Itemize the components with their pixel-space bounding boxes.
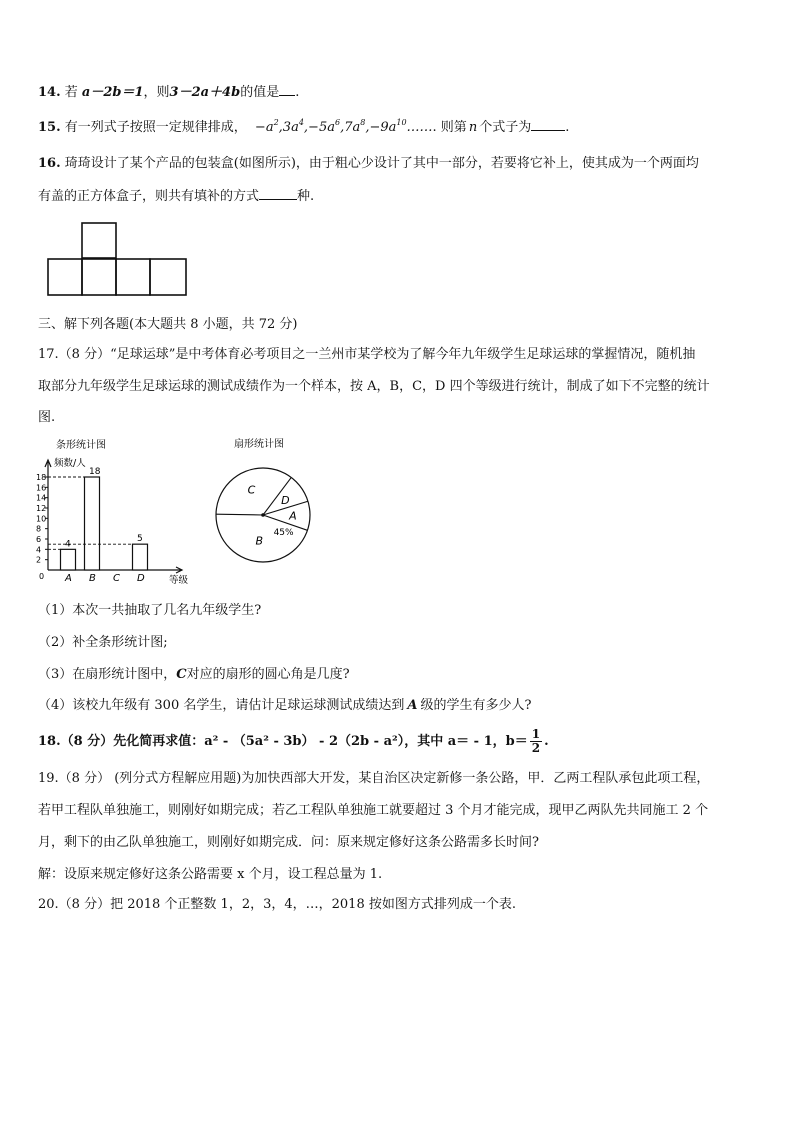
bar-chart [30, 436, 200, 588]
y-tick-label: 0 [39, 572, 45, 581]
y-tick-label: 2 [36, 555, 42, 565]
net-square [116, 259, 150, 295]
pie-center [261, 513, 265, 517]
question-19-line3: 月，剩下的由乙队单独施工，则刚好如期完成．问：原来规定修好这条公路需多长时间? [38, 835, 539, 850]
y-tick-label: 18 [36, 473, 47, 482]
sequence-expression: $-a^2,3a^4,-5a^6,7a^8,-9a^{10}\dots\dots$ [254, 118, 433, 135]
answer-blank [531, 118, 565, 131]
pie-slice-label: D [281, 494, 290, 508]
question-17-sub3: （3）在扇形统计图中，C对应的扇形的圆心角是几度? [38, 667, 350, 682]
section-heading: 三、解下列各题(本大题共 8 小题，共 72 分) [38, 317, 298, 332]
y-tick-label: 4 [36, 545, 42, 555]
answer-blank [279, 83, 295, 96]
question-19-line1: 19.（8 分） (列分式方程解应用题)为加快西部大开发，某自治区决定新修一条公路，甲．乙两工程队承包此项工程， [38, 771, 710, 786]
x-tick-label: C [113, 573, 120, 584]
pie-slice-label: C [247, 483, 256, 497]
y-tick-label: 16 [36, 483, 47, 493]
x-tick-label: D [137, 573, 145, 584]
question-16-line2: 有盖的正方体盒子，则共有填补的方式 种. [38, 189, 315, 204]
bar-value-label: 4 [65, 539, 71, 550]
bar-value-label: 18 [89, 467, 101, 477]
y-axis-label: 频数/人 [54, 458, 86, 469]
question-number: 14. [38, 85, 61, 100]
question-14: 14. 若 a－2b＝1，则3－2a＋4b的值是 . [38, 85, 300, 100]
net-square [48, 259, 82, 295]
y-tick-label: 14 [36, 493, 47, 503]
x-axis-label: 等级 [169, 575, 189, 586]
net-square [82, 223, 116, 258]
question-18: 18.（8 分）先化简再求值：a² - （5a² - 3b） - 2（2b - a²），其中 a＝ - 1，b＝ $\frac{1}{2}$ . [38, 727, 549, 755]
question-17-sub2: （2）补全条形统计图; [38, 635, 168, 650]
bar-value-label: 5 [137, 534, 143, 545]
question-20: 20.（8 分）把 2018 个正整数 1，2，3，4，…，2018 按如图方式排列成一个表. [38, 897, 516, 912]
y-tick-label: 8 [36, 524, 42, 534]
y-tick-label: 12 [36, 504, 47, 513]
pie-percent-label: 45% [273, 528, 294, 539]
answer-blank [259, 187, 297, 200]
net-square [150, 259, 186, 295]
math-expression: a－2b＝1 [81, 85, 144, 100]
chart-title: 条形统计图 [56, 440, 106, 451]
question-number: 15. [38, 120, 61, 135]
bar [133, 544, 148, 570]
net-square [82, 259, 116, 295]
question-17-line2: 取部分九年级学生足球运球的测试成绩作为一个样本，按 A，B，C，D 四个等级进行统计，制成了如下不完整的统计 [38, 379, 710, 394]
bar [61, 549, 76, 570]
question-17-line3: 图. [38, 410, 56, 425]
question-number: 16. [38, 156, 61, 171]
question-17-sub4: （4）该校九年级有 300 名学生，请估计足球运球测试成绩达到 A 级的学生有多少人? [38, 698, 532, 713]
y-tick-label: 10 [36, 514, 47, 524]
question-19-solution: 解：设原来规定修好这条公路需要 x 个月，设工程总量为 1. [38, 867, 383, 882]
fraction: $\frac{1}{2}$ [531, 727, 541, 755]
pie-slice-label: B [255, 534, 264, 548]
x-tick-label: A [65, 573, 72, 584]
math-expression: 3－2a＋4b [169, 85, 241, 100]
y-tick-label: 6 [36, 535, 42, 544]
question-16-line1: 16. 琦琦设计了某个产品的包装盒(如图所示)，由于粗心少设计了其中一部分，若要将它补上，使其成为一个两面均 [38, 156, 699, 171]
bar [85, 477, 100, 570]
question-19-line2: 若甲工程队单独施工，则刚好如期完成；若乙工程队单独施工就要超过 3 个月才能完成，现甲乙两队先共同施工 2 个 [38, 803, 709, 818]
pie-chart [208, 433, 328, 585]
question-17-sub1: （1）本次一共抽取了几名九年级学生? [38, 603, 262, 618]
chart-title: 扇形统计图 [234, 439, 284, 450]
pie-slice-label: A [289, 509, 297, 523]
question-17-line1: 17.（8 分）“足球运球”是中考体育必考项目之一兰州市某学校为了解今年九年级学生足球运球的掌握情况，随机抽 [38, 347, 696, 362]
cube-net-figure [45, 222, 190, 298]
question-15: 15. 有一列式子按照一定规律排成， $-a^2,3a^4,-5a^6,7a^8,-9a^{10}\dots\dots$. 则第 n 个式子为 . [38, 118, 570, 135]
x-tick-label: B [89, 573, 96, 584]
